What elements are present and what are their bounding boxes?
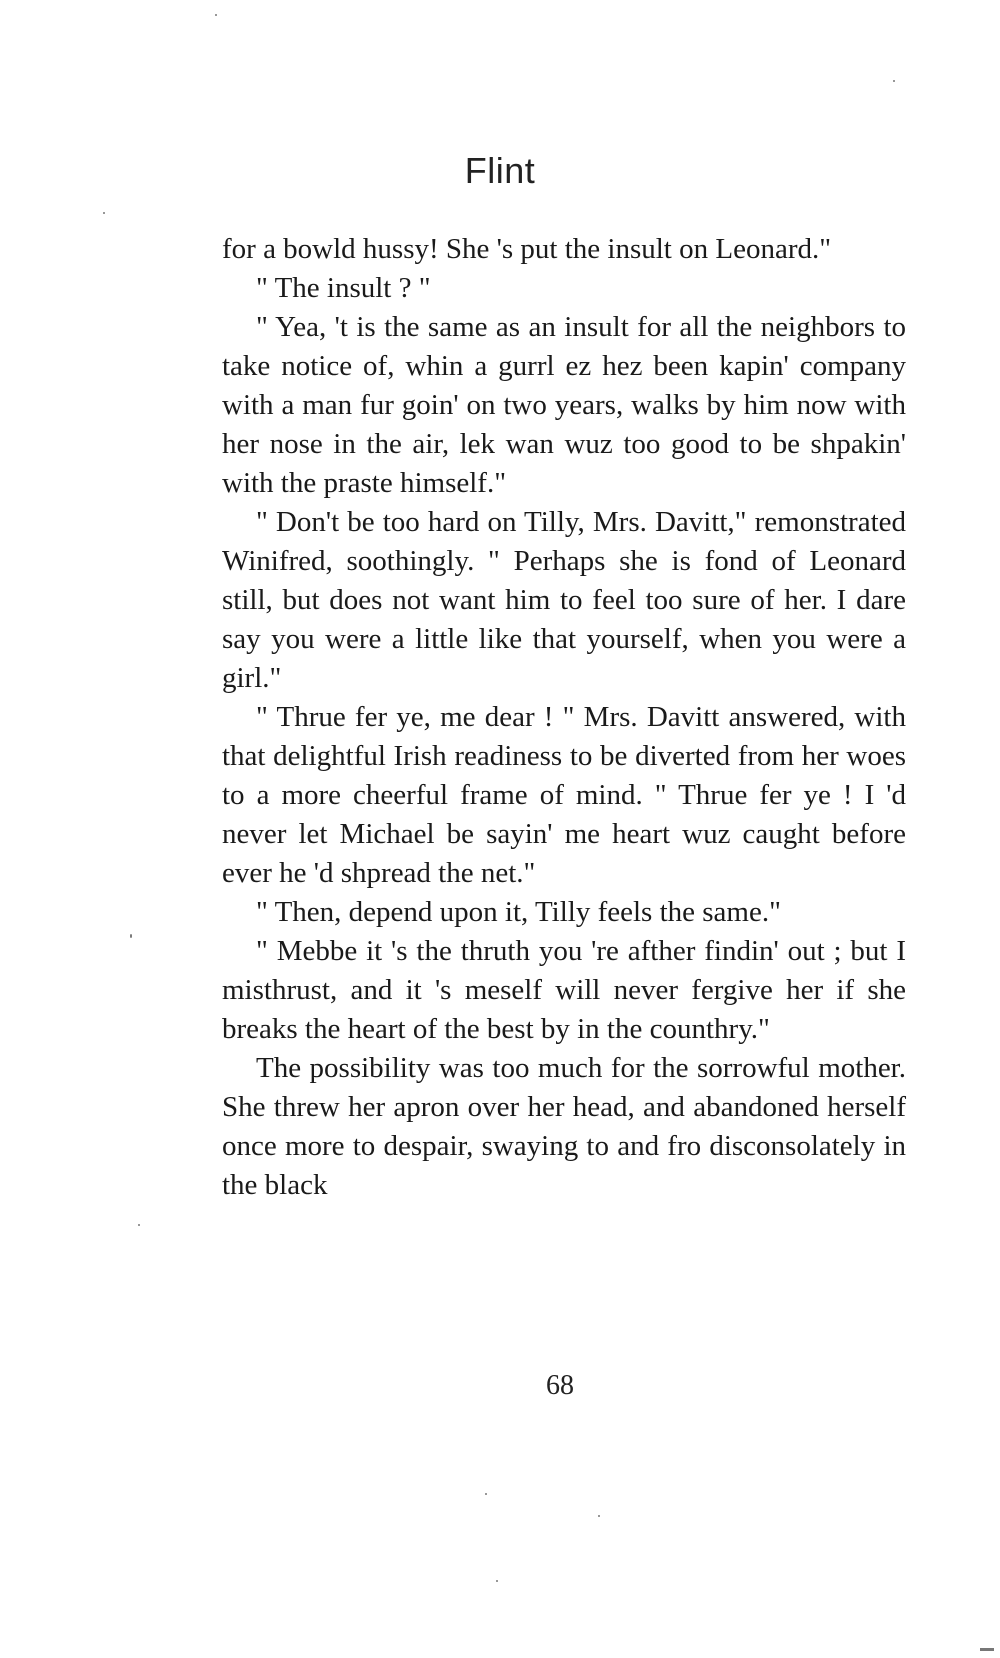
scan-speck (215, 14, 217, 16)
scan-speck (130, 934, 132, 938)
paragraph-8: The possibility was too much for the sorrowful mother. She threw her apron over her head, and abandoned herself once more to despair, swaying to and fro disconsolately in the black (222, 1052, 906, 1201)
paragraph-4: " Don't be too hard on Tilly, Mrs. Davitt," remonstrated Winifred, soothingly. " Perhaps she is fond of Leonard still, but does not want him to feel too sure of her. I dare say you were a little like that yourself, when you were a girl." (222, 506, 906, 694)
paragraph-7: " Mebbe it 's the thruth you 're afther findin' out ; but I misthrust, and it 's meself will never fergive her if she breaks the heart of the best by in the counthry." (222, 935, 906, 1045)
scan-speck (496, 1580, 498, 1582)
scan-speck (138, 1224, 140, 1226)
paragraph-6: " Then, depend upon it, Tilly feels the same." (256, 896, 781, 928)
running-title: Flint (464, 150, 536, 191)
paragraph-1: for a bowld hussy! She 's put the insult on Leonard." (222, 233, 832, 265)
paragraph-2: " The insult ? " (256, 272, 431, 304)
scan-speck (485, 1493, 487, 1495)
scan-speck (893, 80, 895, 82)
page-number: 68 (546, 1370, 574, 1401)
scan-speck (103, 212, 105, 214)
body-text (222, 230, 906, 1205)
scan-speck (980, 1648, 994, 1651)
scan-speck (598, 1515, 600, 1517)
paragraph-3: " Yea, 't is the same as an insult for all the neighbors to take notice of, whin a gurrl ez hez been kapin' company with a man fur goin' on two years, walks by him now with her nose in the air, lek wan wuz too good to be shpakin' with the praste himself." (222, 311, 906, 499)
paragraph-5: " Thrue fer ye, me dear ! " Mrs. Davitt answered, with that delightful Irish readiness to be diverted from her woes to a more cheerful frame of mind. " Thrue fer ye ! I 'd never let Michael be sayin' me heart wuz caught before ever he 'd shpread the net." (222, 701, 906, 889)
